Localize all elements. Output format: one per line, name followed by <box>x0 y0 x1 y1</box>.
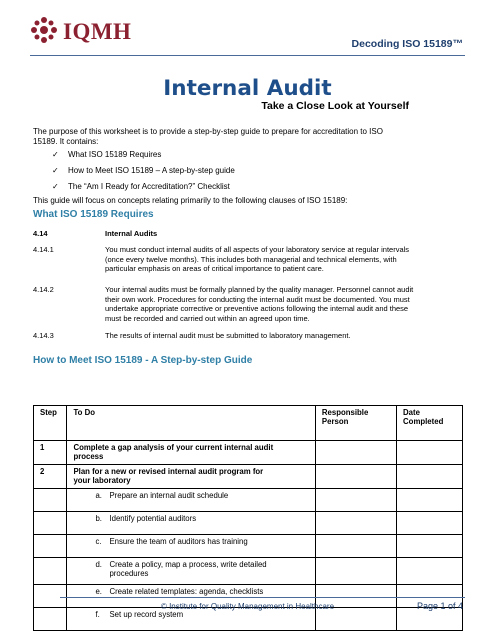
step-task: Plan for a new or revised internal audit program for your laboratory <box>67 465 315 489</box>
date-cell[interactable] <box>397 465 463 489</box>
sub-task: e. Create related templates: agenda, checklists <box>67 585 315 608</box>
clause-title: Internal Audits <box>105 229 158 238</box>
logo-emblem-icon <box>30 16 58 44</box>
clause-number: 4.14.1 <box>33 245 54 254</box>
date-cell[interactable] <box>397 489 463 512</box>
step-number <box>34 512 67 535</box>
sub-task: b. Identify potential auditors <box>67 512 315 535</box>
header-divider <box>30 55 465 56</box>
logo-text: IQMH <box>63 19 132 44</box>
doc-label: Decoding ISO 15189™ <box>351 38 463 50</box>
step-number <box>34 535 67 558</box>
bullet-item: ✓ How to Meet ISO 15189 – A step-by-step guide <box>52 166 235 175</box>
table-row <box>34 465 463 489</box>
step-number: 2 <box>34 465 67 489</box>
table-row <box>34 489 463 512</box>
responsible-cell[interactable] <box>315 535 396 558</box>
intro-paragraph <box>33 127 465 147</box>
section-heading-guide: How to Meet ISO 15189 - A Step-by-step Guide <box>33 355 253 366</box>
date-cell[interactable] <box>397 441 463 465</box>
sub-task: c. Ensure the team of auditors has training <box>67 535 315 558</box>
table-row <box>34 512 463 535</box>
footer-copyright: © Institute for Quality Management in Healthcare <box>160 602 335 611</box>
table-row <box>34 441 463 465</box>
clause-text: Your internal audits must be formally planned by the quality manager. Personnel cannot audit their own work. Procedures for conducting the internal audit must be documented. You must undertake appropriate corrective or preventive actions following the internal audit and these must be recorded and carried out within an agreed upon time. <box>105 285 414 323</box>
table-header-row <box>34 406 463 441</box>
sub-task: a. Prepare an internal audit schedule <box>67 489 315 512</box>
header-responsible: Responsible Person <box>315 406 396 441</box>
section-heading-requires: What ISO 15189 Requires <box>33 209 154 220</box>
checkmark-icon: ✓ <box>52 150 59 159</box>
responsible-cell[interactable] <box>315 512 396 535</box>
step-number <box>34 489 67 512</box>
sub-task: d. Create a policy, map a process, write detailed procedures <box>67 558 315 585</box>
table-row <box>34 535 463 558</box>
clause-text: You must conduct internal audits of all aspects of your laboratory service at regular intervals (once every twelve months). This includes both managerial and technical elements, with particular emphasis on areas of critical importance to patient care. <box>105 245 410 273</box>
responsible-cell[interactable] <box>315 558 396 585</box>
iqmh-logo <box>30 16 160 46</box>
bullet-item: ✓ The “Am I Ready for Accreditation?” Checklist <box>52 182 230 191</box>
bullet-item: ✓ What ISO 15189 Requires <box>52 150 162 159</box>
header-step: Step <box>34 406 67 441</box>
step-number <box>34 558 67 585</box>
responsible-cell[interactable] <box>315 465 396 489</box>
clause-number: 4.14.2 <box>33 285 54 294</box>
clause-number: 4.14.3 <box>33 331 54 340</box>
intro-line-2: 15189. It contains: <box>33 137 99 146</box>
date-cell[interactable] <box>397 558 463 585</box>
checkmark-icon: ✓ <box>52 166 59 175</box>
header-todo: To Do <box>67 406 315 441</box>
clause-number: 4.14 <box>33 229 48 238</box>
intro-line-1: The purpose of this worksheet is to provide a step-by-step guide to prepare for accreditation to ISO <box>33 127 383 136</box>
step-number: 1 <box>34 441 67 465</box>
table-row <box>34 558 463 585</box>
page-number: Page 1 of 4 <box>416 601 463 611</box>
checkmark-icon: ✓ <box>52 182 59 191</box>
clause-text: The results of internal audit must be submitted to laboratory management. <box>105 331 351 340</box>
responsible-cell[interactable] <box>315 489 396 512</box>
page-title: Internal Audit <box>163 76 332 101</box>
focus-line: This guide will focus on concepts relating primarily to the following clauses of ISO 15189: <box>33 196 348 205</box>
footer-divider <box>60 597 465 598</box>
date-cell[interactable] <box>397 512 463 535</box>
page-subtitle: Take a Close Look at Yourself <box>261 100 409 112</box>
step-task: Complete a gap analysis of your current internal audit process <box>67 441 315 465</box>
sub-task: f. Set up record system <box>67 608 315 631</box>
date-cell[interactable] <box>397 535 463 558</box>
responsible-cell[interactable] <box>315 441 396 465</box>
header-date: Date Completed <box>397 406 463 441</box>
